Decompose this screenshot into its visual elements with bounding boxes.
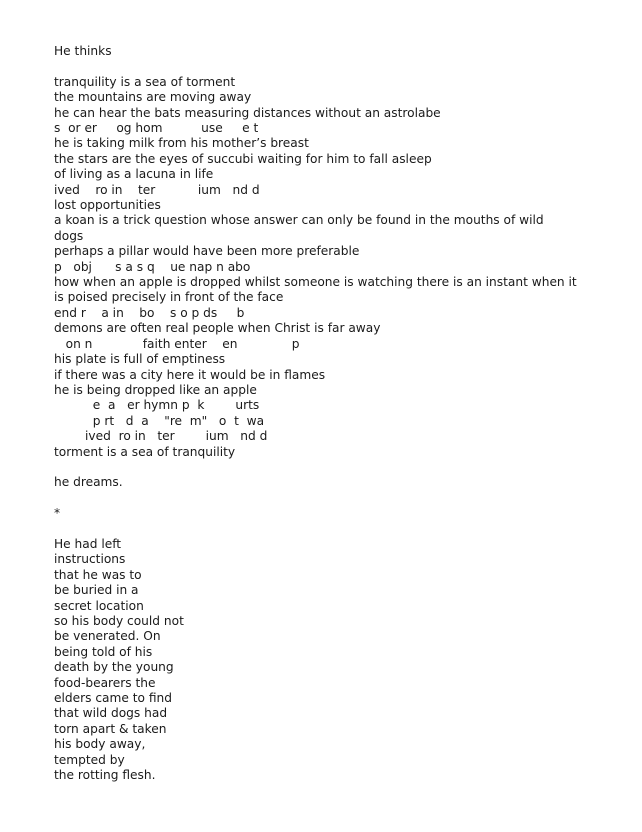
poem-line: p rt d a "re m" o t wa <box>54 413 265 428</box>
poem-line: end r a in bo s o p ds b <box>54 305 245 320</box>
poem-line: food-bearers the <box>54 675 156 690</box>
poem-ending: he dreams. <box>54 475 123 490</box>
poem-line: so his body could not <box>54 613 184 628</box>
poem-line: lost opportunities <box>54 198 161 213</box>
poem-line: the stars are the eyes of succubi waiting for him to fall asleep <box>54 151 432 166</box>
poem-line: he is being dropped like an apple <box>54 382 257 397</box>
poem-line: torn apart & taken <box>54 721 167 736</box>
poem-line: he is taking milk from his mother’s breast <box>54 136 309 151</box>
poem-line: be buried in a <box>54 583 139 598</box>
poem-line: tempted by <box>54 752 125 767</box>
poem-line: ived ro in ter ium nd d <box>54 429 268 444</box>
stanza-gap <box>54 59 624 74</box>
poem1-lines <box>54 75 624 460</box>
poem-line: he can hear the bats measuring distances without an astrolabe <box>54 105 441 120</box>
poem-line: being told of his <box>54 644 153 659</box>
poem-line: on n faith enter en p <box>54 336 300 351</box>
poem-title: He thinks <box>54 44 112 58</box>
poem-line: how when an apple is dropped whilst someone is watching there is an instant when it <box>54 275 577 290</box>
poem-line: that he was to <box>54 567 142 582</box>
poem-line: be venerated. On <box>54 629 161 644</box>
poem-line: elders came to find <box>54 691 173 705</box>
poem-text-block <box>54 44 624 783</box>
poem-line: perhaps a pillar would have been more preferable <box>54 244 360 259</box>
poem-line: of living as a lacuna in life <box>54 167 214 182</box>
poem-line: tranquility is a sea of torment <box>54 74 236 89</box>
poem-line: ived ro in ter ium nd d <box>54 182 260 197</box>
poem-line: the rotting flesh. <box>54 768 156 783</box>
stanza-gap <box>54 460 624 475</box>
poem-line: that wild dogs had <box>54 706 168 721</box>
poem2-lines <box>54 537 624 784</box>
poem-line: if there was a city here it would be in flames <box>54 367 326 382</box>
poem-line: s or er og hom use e t <box>54 121 259 136</box>
poem-line: secret location <box>54 598 144 613</box>
poem-line: p obj s a s q ue nap n abo <box>54 259 251 274</box>
poem-line: dogs <box>54 228 84 243</box>
poem-line: is poised precisely in front of the face <box>54 290 284 305</box>
poem-line: his plate is full of emptiness <box>54 352 226 367</box>
stanza-gap <box>54 491 624 506</box>
poem-line: torment is a sea of tranquility <box>54 444 236 459</box>
poem-line: instructions <box>54 552 126 567</box>
stanza-gap <box>54 522 624 537</box>
poem-line: his body away, <box>54 737 146 752</box>
poem-line: a koan is a trick question whose answer can only be found in the mouths of wild <box>54 213 544 228</box>
poem-line: death by the young <box>54 660 174 675</box>
poem-line: the mountains are moving away <box>54 90 252 105</box>
poem-line: demons are often real people when Christ is far away <box>54 321 381 336</box>
section-separator: * <box>54 506 61 521</box>
poem-line: He had left <box>54 536 122 551</box>
poem-line: e a er hymn p k urts <box>54 398 260 413</box>
